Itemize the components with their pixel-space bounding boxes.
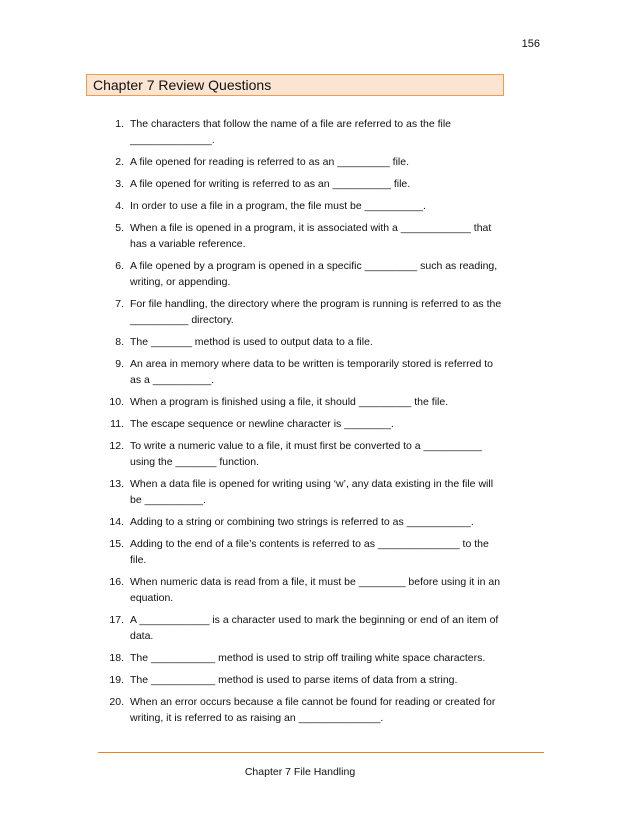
- question-text: For file handling, the directory where the program is running is referred to as the __________ directory.: [130, 298, 502, 326]
- question-number: 10.: [109, 396, 124, 408]
- question-text: An area in memory where data to be written is temporarily stored is referred to as a __________.: [130, 358, 493, 386]
- question-text: When a data file is opened for writing using ‘w’, any data existing in the file will be __________.: [130, 478, 494, 506]
- question-text: When a program is finished using a file, it should _________ the file.: [130, 396, 449, 408]
- question-number: 6.: [115, 260, 124, 272]
- question-text: The _______ method is used to output data to a file.: [130, 336, 373, 348]
- question-item: [104, 672, 504, 688]
- question-item: [104, 334, 504, 350]
- question-item: [104, 154, 504, 170]
- question-item: [104, 198, 504, 214]
- question-text: The ___________ method is used to parse items of data from a string.: [130, 674, 458, 686]
- question-number: 5.: [115, 222, 124, 234]
- question-text: The escape sequence or newline character is ________.: [130, 418, 394, 430]
- question-item: [104, 476, 504, 508]
- question-item: [104, 296, 504, 328]
- question-text: In order to use a file in a program, the file must be __________.: [130, 200, 426, 212]
- question-item: [104, 116, 504, 148]
- question-item: [104, 416, 504, 432]
- question-number: 17.: [109, 614, 124, 626]
- question-number: 4.: [115, 200, 124, 212]
- question-text: When a file is opened in a program, it is associated with a ____________ that has a variable reference.: [130, 222, 492, 250]
- question-item: [104, 694, 504, 726]
- question-text: Adding to the end of a file’s contents is referred to as ______________ to the file.: [130, 538, 489, 566]
- question-item: [104, 574, 504, 606]
- question-item: [104, 514, 504, 530]
- question-text: To write a numeric value to a file, it must first be converted to a __________ using the _______ function.: [130, 440, 482, 468]
- question-number: 8.: [115, 336, 124, 348]
- section-title: Chapter 7 Review Questions: [86, 74, 504, 96]
- question-item: [104, 394, 504, 410]
- question-number: 2.: [115, 156, 124, 168]
- question-text: Adding to a string or combining two strings is referred to as ___________.: [130, 516, 474, 528]
- question-number: 14.: [109, 516, 124, 528]
- question-number: 19.: [109, 674, 124, 686]
- question-text: When numeric data is read from a file, it must be ________ before using it in an equation.: [130, 576, 501, 604]
- question-text: The characters that follow the name of a file are referred to as the file ______________.: [130, 118, 451, 146]
- footer-divider: [98, 752, 544, 753]
- question-number: 3.: [115, 178, 124, 190]
- question-item: [104, 650, 504, 666]
- question-number: 9.: [115, 358, 124, 370]
- question-item: [104, 220, 504, 252]
- question-number: 13.: [109, 478, 124, 490]
- page-number: 156: [521, 38, 540, 50]
- question-number: 16.: [109, 576, 124, 588]
- question-item: [104, 536, 504, 568]
- question-list: [104, 116, 504, 732]
- question-text: A file opened for writing is referred to as an __________ file.: [130, 178, 411, 190]
- question-number: 11.: [110, 418, 124, 430]
- question-number: 15.: [109, 538, 124, 550]
- question-item: [104, 356, 504, 388]
- question-number: 1.: [115, 118, 124, 130]
- question-item: [104, 176, 504, 192]
- question-number: 20.: [109, 696, 124, 708]
- question-number: 7.: [115, 298, 124, 310]
- question-number: 12.: [109, 440, 124, 452]
- question-text: When an error occurs because a file cannot be found for reading or created for writing, it is referred to as raising an ______________.: [130, 696, 496, 724]
- question-item: [104, 258, 504, 290]
- question-item: [104, 438, 504, 470]
- question-text: A ____________ is a character used to mark the beginning or end of an item of data.: [130, 614, 499, 642]
- question-text: A file opened for reading is referred to as an _________ file.: [130, 156, 410, 168]
- question-item: [104, 612, 504, 644]
- question-text: The ___________ method is used to strip off trailing white space characters.: [130, 652, 486, 664]
- question-number: 18.: [109, 652, 124, 664]
- question-text: A file opened by a program is opened in a specific _________ such as reading, writing, or appending.: [130, 260, 498, 288]
- footer-chapter-title: Chapter 7 File Handling: [244, 766, 356, 778]
